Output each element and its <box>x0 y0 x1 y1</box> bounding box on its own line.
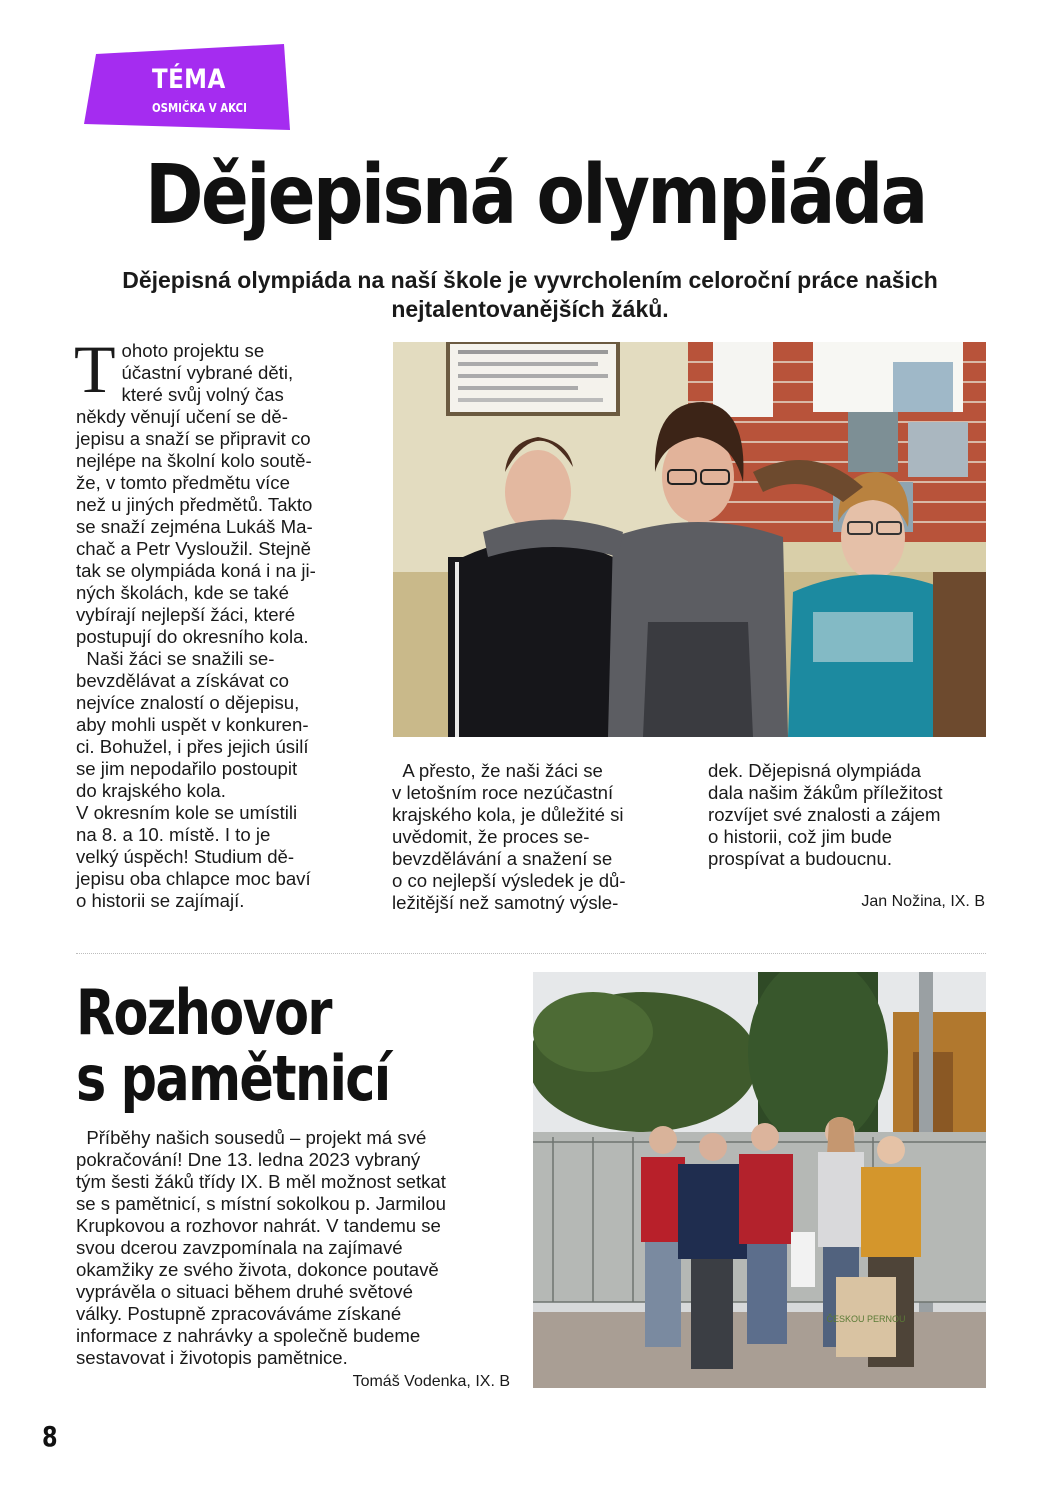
text-line: rozvíjet své znalosti a zájem <box>708 804 941 825</box>
text-line: dala našim žákům příležitost <box>708 782 943 803</box>
article-column-2 <box>392 760 662 914</box>
text-line: tým šesti žáků třídy IX. B měl možnost setkat <box>76 1171 446 1192</box>
text-line: se snaží zejména Lukáš Ma- <box>76 516 313 537</box>
article-column-3 <box>708 760 988 870</box>
article-lead: Dějepisná olympiáda na naší škole je vyvrcholením celoroční práce našich nejtalentovanějších žáků. <box>122 267 938 322</box>
text-line: války. Postupně zpracováváme získané <box>76 1303 402 1324</box>
article2-title <box>76 976 390 1115</box>
text-line: Příběhy našich sousedů – projekt má své <box>76 1127 427 1148</box>
text-line: dek. Dějepisná olympiáda <box>708 760 921 781</box>
article2-title-line-1: Rozhovor <box>76 976 331 1049</box>
text-line: A přesto, že naši žáci se <box>392 760 603 781</box>
drop-cap: T <box>74 331 116 407</box>
text-line: svou dcerou zavzpomínala na zajímavé <box>76 1237 403 1258</box>
text-line: informace z nahrávky a společně budeme <box>76 1325 421 1346</box>
text-line: pokračování! Dne 13. ledna 2023 vybraný <box>76 1149 421 1170</box>
article-author: Jan Nožina, IX. B <box>861 893 985 910</box>
section-tag-subtitle: OSMIČKA V AKCI <box>152 101 247 115</box>
text-line: v letošním roce nezúčastní <box>392 782 614 803</box>
article2-title-line-2: s pamětnicí <box>76 1042 390 1115</box>
text-line: na 8. a 10. místě. I to je <box>76 824 271 845</box>
text-line: chač a Petr Vysloužil. Stejně <box>76 538 311 559</box>
column-1-text <box>74 331 356 912</box>
text-line: nejlépe na školní kolo soutě- <box>76 450 312 471</box>
text-line: někdy věnují učení se dě- <box>76 406 288 427</box>
article-title: Dějepisná olympiáda <box>144 148 926 243</box>
students-photo <box>393 342 986 737</box>
section-divider <box>76 953 986 954</box>
text-line: bevzdělávání a snažení se <box>392 848 613 869</box>
text-line: Krupkovou a rozhovor nahrát. V tandemu se <box>76 1215 441 1236</box>
text-line: aby mohli uspět v konkuren- <box>76 714 309 735</box>
text-line: V okresním kole se umístili <box>76 802 298 823</box>
text-line: jepisu a snaží se připravit co <box>76 428 311 449</box>
text-line: se s pamětnicí, s místní sokolkou p. Jarmilou <box>76 1193 446 1214</box>
text-line: postupují do okresního kola. <box>76 626 309 647</box>
article-column-1 <box>74 331 356 912</box>
bag-print-text: ČESKOU PERNOU <box>826 1314 906 1324</box>
text-line: vybírají nejlepší žáci, které <box>76 604 296 625</box>
text-line: sestavovat i životopis pamětnice. <box>76 1347 348 1368</box>
text-line: bevzdělávat a získávat co <box>76 670 289 691</box>
article2-body <box>76 1127 516 1369</box>
text-line: nejvíce znalostí o dějepisu, <box>76 692 300 713</box>
text-line: jepisu oba chlapce moc baví <box>76 868 311 889</box>
column-2-text <box>392 760 662 914</box>
text-line: které svůj volný čas <box>121 384 284 405</box>
text-line: do krajského kola. <box>76 780 226 801</box>
article2-author: Tomáš Vodenka, IX. B <box>352 1373 510 1390</box>
text-line: ci. Bohužel, i přes jejich úsilí <box>76 736 309 757</box>
article2-body-text <box>76 1127 516 1369</box>
text-line: ných školách, kde se také <box>76 582 289 603</box>
text-line: že, v tomto předmětu více <box>76 472 290 493</box>
text-line: než u jiných předmětů. Takto <box>76 494 313 515</box>
text-line: se jim nepodařilo postoupit <box>76 758 298 779</box>
page-number: 8 <box>42 1420 58 1453</box>
text-line: o historii, což jim bude <box>708 826 892 847</box>
text-line: ležitější než samotný výsle- <box>392 892 619 913</box>
text-line: prospívat a budoucnu. <box>708 848 893 869</box>
text-line: krajského kola, je důležité si <box>392 804 624 825</box>
text-line: velký úspěch! Studium dě- <box>76 846 295 867</box>
text-line: ohoto projektu se <box>121 340 265 361</box>
group-photo <box>533 972 986 1388</box>
text-line: účastní vybrané děti, <box>121 362 294 383</box>
section-tag-title: TÉMA <box>152 64 226 95</box>
column-3-text <box>708 760 988 870</box>
text-line: o co nejlepší výsledek je dů- <box>392 870 626 891</box>
text-line: Naši žáci se snažili se- <box>76 648 275 669</box>
text-line: vyprávěla o situaci během druhé světové <box>76 1281 413 1302</box>
text-line: tak se olympiáda koná i na ji- <box>76 560 316 581</box>
text-line: uvědomit, že proces se- <box>392 826 590 847</box>
text-line: o historii se zajímají. <box>76 890 245 911</box>
text-line: okamžiky ze svého života, dokonce poutavě <box>76 1259 439 1280</box>
section-tag <box>84 44 290 132</box>
